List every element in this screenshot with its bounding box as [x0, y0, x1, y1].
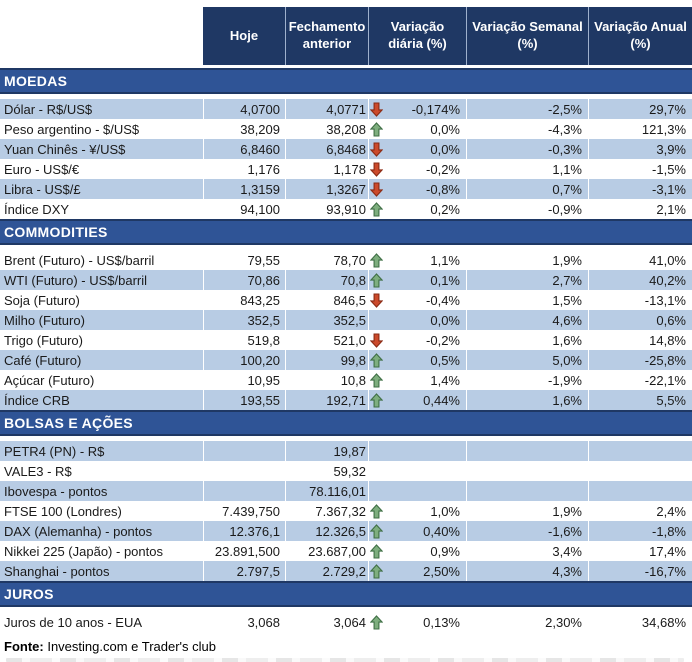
column-header-variacao-semanal: Variação Semanal (%)	[466, 7, 588, 65]
row-label: Ibovespa - pontos	[4, 483, 108, 499]
cell-hoje: 10,95	[203, 370, 285, 390]
cell-variacao-semanal: 1,6%	[466, 330, 588, 350]
cell-variacao-semanal: -0,9%	[466, 199, 588, 219]
table-row-petr4-pn-r	[0, 441, 692, 461]
table-row-euro-us	[0, 159, 692, 179]
cell-variacao-semanal	[466, 481, 588, 501]
cell-variacao-anual: 29,7%	[588, 99, 692, 119]
trend-arrow-slot	[369, 612, 385, 632]
daily-change-value: -0,2%	[426, 161, 460, 177]
cell-variacao-anual: 0,6%	[588, 310, 692, 330]
cell-variacao-diaria	[368, 159, 466, 179]
down-arrow-icon	[370, 102, 383, 117]
up-arrow-icon	[370, 393, 383, 408]
table-row-juros-de-10-anos-eua	[0, 612, 692, 632]
daily-change-value: 0,40%	[423, 523, 460, 539]
cell-fechamento-anterior: 2.729,2	[285, 561, 368, 581]
cell-variacao-anual: 34,68%	[588, 612, 692, 632]
cell-variacao-diaria	[368, 330, 466, 350]
cell-variacao-semanal: 5,0%	[466, 350, 588, 370]
cell-variacao-diaria	[368, 250, 466, 270]
cell-variacao-anual: -1,8%	[588, 521, 692, 541]
trend-arrow-slot	[369, 290, 385, 310]
row-label: Shanghai - pontos	[4, 563, 110, 579]
cell-variacao-semanal: -1,6%	[466, 521, 588, 541]
trend-arrow-slot	[369, 481, 385, 501]
trend-arrow-slot	[369, 179, 385, 199]
cell-variacao-semanal: -1,9%	[466, 370, 588, 390]
down-arrow-icon	[370, 142, 383, 157]
daily-change-value: -0,4%	[426, 292, 460, 308]
row-label: PETR4 (PN) - R$	[4, 443, 105, 459]
daily-change-value: 0,9%	[430, 543, 460, 559]
cell-variacao-semanal: 1,9%	[466, 501, 588, 521]
cell-variacao-anual: -25,8%	[588, 350, 692, 370]
cell-variacao-diaria	[368, 561, 466, 581]
down-arrow-icon	[370, 162, 383, 177]
up-arrow-icon	[370, 373, 383, 388]
up-arrow-icon	[370, 273, 383, 288]
daily-change-value: 0,13%	[423, 614, 460, 630]
cell-hoje: 843,25	[203, 290, 285, 310]
trend-arrow-slot	[369, 270, 385, 290]
table-row-indice-dxy	[0, 199, 692, 219]
cell-variacao-diaria	[368, 99, 466, 119]
quotes-table	[0, 7, 692, 658]
cell-hoje	[203, 441, 285, 461]
cell-variacao-diaria	[368, 501, 466, 521]
cell-variacao-anual	[588, 441, 692, 461]
table-row-shanghai-pontos	[0, 561, 692, 581]
trend-arrow-slot	[369, 561, 385, 581]
source-text: Investing.com e Trader's club	[43, 639, 217, 654]
cell-fechamento-anterior: 38,208	[285, 119, 368, 139]
cell-hoje: 94,100	[203, 199, 285, 219]
cell-fechamento-anterior: 12.326,5	[285, 521, 368, 541]
cell-variacao-anual: 40,2%	[588, 270, 692, 290]
row-label: Libra - US$/£	[4, 181, 81, 197]
daily-change-value: -0,2%	[426, 332, 460, 348]
cell-fechamento-anterior: 521,0	[285, 330, 368, 350]
row-label: Trigo (Futuro)	[4, 332, 83, 348]
daily-change-value: 0,0%	[430, 141, 460, 157]
up-arrow-icon	[370, 524, 383, 539]
cell-fechamento-anterior: 99,8	[285, 350, 368, 370]
column-header-fechamento-anterior: Fechamento anterior	[285, 7, 368, 65]
table-row-cafe-futuro	[0, 350, 692, 370]
column-header-row	[0, 7, 692, 65]
cell-fechamento-anterior: 6,8468	[285, 139, 368, 159]
section-header-moedas: MOEDAS	[0, 68, 692, 94]
cell-variacao-anual: 3,9%	[588, 139, 692, 159]
trend-arrow-slot	[369, 250, 385, 270]
daily-change-value: 1,1%	[430, 252, 460, 268]
daily-change-value: 0,2%	[430, 201, 460, 217]
cell-variacao-semanal: 2,7%	[466, 270, 588, 290]
cell-variacao-diaria	[368, 370, 466, 390]
cell-variacao-anual: -13,1%	[588, 290, 692, 310]
cell-hoje: 70,86	[203, 270, 285, 290]
cell-fechamento-anterior: 1,3267	[285, 179, 368, 199]
row-label: Yuan Chinês - ¥/US$	[4, 141, 126, 157]
cell-hoje: 1,3159	[203, 179, 285, 199]
source-note	[0, 639, 692, 654]
cell-variacao-diaria	[368, 290, 466, 310]
cell-fechamento-anterior: 78,70	[285, 250, 368, 270]
cell-hoje: 79,55	[203, 250, 285, 270]
row-label: FTSE 100 (Londres)	[4, 503, 122, 519]
up-arrow-icon	[370, 564, 383, 579]
table-row-vale3-r	[0, 461, 692, 481]
trend-arrow-slot	[369, 159, 385, 179]
cell-variacao-diaria	[368, 441, 466, 461]
cell-variacao-semanal: -0,3%	[466, 139, 588, 159]
row-label: DAX (Alemanha) - pontos	[4, 523, 153, 539]
table-row-ftse-100-londres	[0, 501, 692, 521]
cell-variacao-semanal: 0,7%	[466, 179, 588, 199]
table-row-milho-futuro	[0, 310, 692, 330]
table-row-nikkei-225-japao-pontos	[0, 541, 692, 561]
up-arrow-icon	[370, 353, 383, 368]
trend-arrow-slot	[369, 521, 385, 541]
cell-hoje: 12.376,1	[203, 521, 285, 541]
row-label: Dólar - R$/US$	[4, 101, 93, 117]
down-arrow-icon	[370, 293, 383, 308]
cell-variacao-semanal: 1,5%	[466, 290, 588, 310]
cell-variacao-anual: 17,4%	[588, 541, 692, 561]
cell-fechamento-anterior: 93,910	[285, 199, 368, 219]
cell-hoje: 3,068	[203, 612, 285, 632]
trend-arrow-slot	[369, 310, 385, 330]
cell-variacao-anual	[588, 461, 692, 481]
table-row-brent-futuro-us-barril	[0, 250, 692, 270]
row-label: WTI (Futuro) - US$/barril	[4, 272, 148, 288]
up-arrow-icon	[370, 544, 383, 559]
cell-fechamento-anterior: 7.367,32	[285, 501, 368, 521]
row-label: Euro - US$/€	[4, 161, 80, 177]
row-label: Milho (Futuro)	[4, 312, 85, 328]
cell-variacao-semanal: -4,3%	[466, 119, 588, 139]
trend-arrow-slot	[369, 390, 385, 410]
table-row-peso-argentino-us	[0, 119, 692, 139]
cell-fechamento-anterior: 846,5	[285, 290, 368, 310]
table-row-dax-alemanha-pontos	[0, 521, 692, 541]
cell-fechamento-anterior: 3,064	[285, 612, 368, 632]
trend-arrow-slot	[369, 370, 385, 390]
cell-fechamento-anterior: 19,87	[285, 441, 368, 461]
table-row-dolar-r-us	[0, 99, 692, 119]
daily-change-value: 0,44%	[423, 392, 460, 408]
section-header-juros: JUROS	[0, 581, 692, 607]
section-header-commodities: COMMODITIES	[0, 219, 692, 245]
table-row-indice-crb	[0, 390, 692, 410]
cell-fechamento-anterior: 59,32	[285, 461, 368, 481]
daily-change-value: 1,0%	[430, 503, 460, 519]
cell-variacao-diaria	[368, 521, 466, 541]
trend-arrow-slot	[369, 330, 385, 350]
cell-variacao-semanal: 1,9%	[466, 250, 588, 270]
daily-change-value: 0,0%	[430, 312, 460, 328]
cell-variacao-semanal	[466, 461, 588, 481]
trend-arrow-slot	[369, 139, 385, 159]
cell-variacao-anual: 41,0%	[588, 250, 692, 270]
cell-hoje	[203, 481, 285, 501]
cell-variacao-anual: -3,1%	[588, 179, 692, 199]
table-row-trigo-futuro	[0, 330, 692, 350]
cell-hoje: 193,55	[203, 390, 285, 410]
cell-variacao-semanal	[466, 441, 588, 461]
daily-change-value: -0,174%	[411, 101, 460, 117]
row-label: Brent (Futuro) - US$/barril	[4, 252, 155, 268]
table-row-ibovespa-pontos	[0, 481, 692, 501]
cell-variacao-semanal: 1,1%	[466, 159, 588, 179]
column-header-hoje: Hoje	[203, 7, 285, 65]
cell-hoje: 519,8	[203, 330, 285, 350]
cell-variacao-diaria	[368, 119, 466, 139]
trend-arrow-slot	[369, 501, 385, 521]
row-label: Nikkei 225 (Japão) - pontos	[4, 543, 163, 559]
cell-fechamento-anterior: 70,8	[285, 270, 368, 290]
trend-arrow-slot	[369, 199, 385, 219]
row-label: Índice DXY	[4, 201, 70, 217]
row-label: Café (Futuro)	[4, 352, 82, 368]
table-row-yuan-chines-us	[0, 139, 692, 159]
cell-variacao-anual: 2,1%	[588, 199, 692, 219]
table-row-libra-us	[0, 179, 692, 199]
table-row-wti-futuro-us-barril	[0, 270, 692, 290]
source-label: Fonte:	[4, 639, 44, 654]
cell-hoje: 7.439,750	[203, 501, 285, 521]
cell-hoje: 6,8460	[203, 139, 285, 159]
daily-change-value: 1,4%	[430, 372, 460, 388]
row-label: Peso argentino - $/US$	[4, 121, 140, 137]
daily-change-value: 0,1%	[430, 272, 460, 288]
cell-fechamento-anterior: 352,5	[285, 310, 368, 330]
row-label: VALE3 - R$	[4, 463, 72, 479]
up-arrow-icon	[370, 202, 383, 217]
row-label: Índice CRB	[4, 392, 70, 408]
cell-fechamento-anterior: 192,71	[285, 390, 368, 410]
up-arrow-icon	[370, 122, 383, 137]
cell-variacao-diaria	[368, 390, 466, 410]
trend-arrow-slot	[369, 541, 385, 561]
cell-fechamento-anterior: 10,8	[285, 370, 368, 390]
cell-variacao-anual: -1,5%	[588, 159, 692, 179]
cell-variacao-anual: -22,1%	[588, 370, 692, 390]
cell-variacao-anual: -16,7%	[588, 561, 692, 581]
table-sections	[0, 68, 692, 632]
cell-fechamento-anterior: 1,178	[285, 159, 368, 179]
label-column-header-spacer	[0, 7, 203, 65]
cell-variacao-diaria	[368, 461, 466, 481]
up-arrow-icon	[370, 253, 383, 268]
row-label: Soja (Futuro)	[4, 292, 80, 308]
cell-hoje: 23.891,500	[203, 541, 285, 561]
table-row-acucar-futuro	[0, 370, 692, 390]
cell-variacao-diaria	[368, 481, 466, 501]
daily-change-value: 0,0%	[430, 121, 460, 137]
cell-fechamento-anterior: 78.116,01	[285, 481, 368, 501]
cell-variacao-anual: 121,3%	[588, 119, 692, 139]
trend-arrow-slot	[369, 99, 385, 119]
cell-hoje: 1,176	[203, 159, 285, 179]
cell-variacao-diaria	[368, 270, 466, 290]
cell-variacao-diaria	[368, 139, 466, 159]
clipped-text-artifact	[6, 658, 684, 662]
up-arrow-icon	[370, 615, 383, 630]
row-label: Açúcar (Futuro)	[4, 372, 95, 388]
cell-hoje: 352,5	[203, 310, 285, 330]
cell-variacao-diaria	[368, 612, 466, 632]
daily-change-value: 0,5%	[430, 352, 460, 368]
table-row-soja-futuro	[0, 290, 692, 310]
cell-variacao-diaria	[368, 541, 466, 561]
trend-arrow-slot	[369, 461, 385, 481]
cell-variacao-diaria	[368, 179, 466, 199]
down-arrow-icon	[370, 333, 383, 348]
cell-variacao-semanal: 3,4%	[466, 541, 588, 561]
daily-change-value: 2,50%	[423, 563, 460, 579]
cell-hoje: 2.797,5	[203, 561, 285, 581]
cell-variacao-anual	[588, 481, 692, 501]
cell-variacao-diaria	[368, 199, 466, 219]
cell-variacao-semanal: 1,6%	[466, 390, 588, 410]
cell-variacao-anual: 14,8%	[588, 330, 692, 350]
column-header-variacao-diaria: Variação diária (%)	[368, 7, 466, 65]
cell-hoje: 4,0700	[203, 99, 285, 119]
cell-variacao-semanal: 4,3%	[466, 561, 588, 581]
up-arrow-icon	[370, 504, 383, 519]
cell-variacao-diaria	[368, 310, 466, 330]
cell-variacao-diaria	[368, 350, 466, 370]
row-label: Juros de 10 anos - EUA	[4, 614, 143, 630]
cell-variacao-semanal: 2,30%	[466, 612, 588, 632]
section-header-bolsas-e-acoes: BOLSAS E AÇÕES	[0, 410, 692, 436]
trend-arrow-slot	[369, 119, 385, 139]
down-arrow-icon	[370, 182, 383, 197]
cell-fechamento-anterior: 4,0771	[285, 99, 368, 119]
cell-hoje	[203, 461, 285, 481]
cell-fechamento-anterior: 23.687,00	[285, 541, 368, 561]
column-header-variacao-anual: Variação Anual (%)	[588, 7, 692, 65]
cell-hoje: 38,209	[203, 119, 285, 139]
trend-arrow-slot	[369, 350, 385, 370]
cell-variacao-anual: 2,4%	[588, 501, 692, 521]
cell-variacao-semanal: 4,6%	[466, 310, 588, 330]
daily-change-value: -0,8%	[426, 181, 460, 197]
cell-variacao-semanal: -2,5%	[466, 99, 588, 119]
cell-hoje: 100,20	[203, 350, 285, 370]
cell-variacao-anual: 5,5%	[588, 390, 692, 410]
trend-arrow-slot	[369, 441, 385, 461]
